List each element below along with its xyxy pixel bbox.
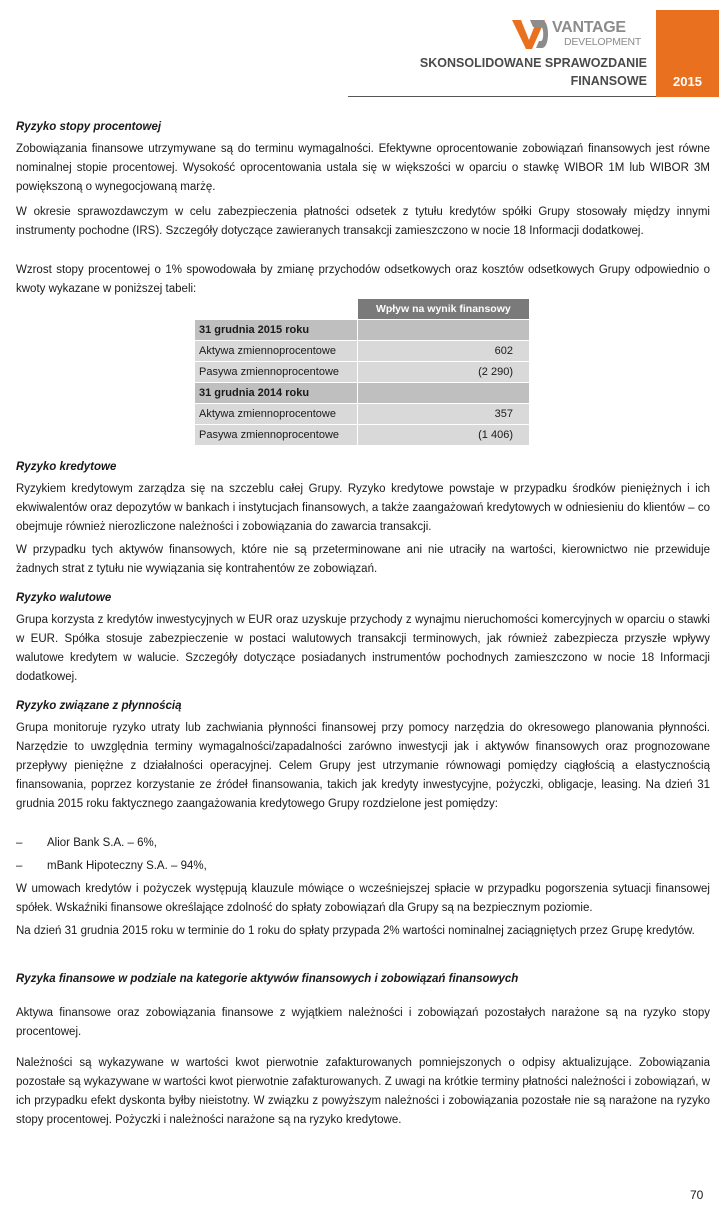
table-cell-value: (2 290): [357, 362, 529, 383]
table-cell-label: Pasywa zmiennoprocentowe: [195, 425, 358, 446]
table-section-row: [195, 383, 530, 404]
table-row: [195, 425, 530, 446]
page-number: 70: [690, 1188, 704, 1202]
paragraph: Grupa monitoruje ryzyko utraty lub zachwiania płynności finansowej przy pomocy narzędzia do okresowego planowania płynności. Narzędzie to uwzględnia terminy wymagalności/zapadalności zarówno inwestycji jak i aktywów finansowych oraz prognozowane przepływy pieniężne z działalności operacyjnej. Celem Grupy jest utrzymanie równowagi pomiędzy ciągłością a elastycznością finansowania, poprzez korzystanie ze źródeł finansowania, takich jak kredyty inwestycyjne, pożyczki, obligacje, leasing. Na dzień 31 grudnia 2015 roku faktycznego zaangażowania kredytowego Grupy rozdzielone jest pomiędzy:: [16, 722, 710, 810]
bullet-dash: –: [16, 860, 23, 872]
table-row: [195, 341, 530, 362]
table-cell-value: 602: [357, 341, 529, 362]
paragraph: Aktywa finansowe oraz zobowiązania finansowe z wyjątkiem należności i zobowiązań pozostałych narażone są na ryzyko stopy procentowej.: [16, 1007, 710, 1038]
logo-subtitle: DEVELOPMENT: [564, 36, 642, 48]
list-item-text: mBank Hipoteczny S.A. – 94%,: [47, 860, 207, 872]
report-title-line2: FINANSOWE: [570, 74, 647, 88]
paragraph: W okresie sprawozdawczym w celu zabezpieczenia płatności odsetek z tytułu kredytów spółki Grupy stosowały między innymi instrumenty pochodne (IRS). Szczegóły dotyczące zawieranych transakcji zamieszczono w nocie 18 Informacji dodatkowej.: [16, 206, 710, 237]
report-title-line1: SKONSOLIDOWANE SPRAWOZDANIE: [419, 56, 647, 70]
table-section-row: [195, 320, 530, 341]
table-cell-label: Aktywa zmiennoprocentowe: [195, 341, 358, 362]
heading-interest-risk: Ryzyko stopy procentowej: [16, 121, 162, 133]
logo-wordmark: VANTAGE: [552, 19, 626, 36]
paragraph: Należności są wykazywane w wartości kwot pierwotnie zafakturowanych pomniejszonych o odpisy aktualizujące. Zobowiązania pozostałe są wykazywane w wartości kwot pierwotnie zafakturowanych. Z uwagi na krótkie terminy płatności należności i zobowiązań, w ich przypadku efekt dyskonta byłby nieistotny. W związku z powyższym należności i zobowiązania pozostałe nie są narażone na ryzyko stopy procentowej. Pożyczki i należności narażone są na ryzyko kredytowe.: [16, 1057, 710, 1126]
list-item-text: Alior Bank S.A. – 6%,: [47, 837, 157, 849]
report-year: 2015: [673, 74, 702, 89]
table-header-blank: [195, 299, 358, 320]
paragraph: Zobowiązania finansowe utrzymywane są do terminu wymagalności. Efektywne oprocentowanie zobowiązań finansowych jest równe nominalnej stopie procentowej. Wysokość oprocentowania ustala się w większości w oparciu o stawkę WIBOR 1M lub WIBOR 3M powiększoną o wynegocjowaną marżę.: [16, 143, 710, 193]
table-header: Wpływ na wynik finansowy: [357, 299, 529, 320]
paragraph: W umowach kredytów i pożyczek występują klauzule mówiące o wcześniejszej spłacie w przypadku pogorszenia sytuacji finansowej spółek. Wskaźniki finansowe określające zdolność do spłaty zobowiązań dla Grupy są na bezpiecznym poziomie.: [16, 883, 710, 914]
table-cell-value: (1 406): [357, 425, 529, 446]
heading-currency-risk: Ryzyko walutowe: [16, 592, 112, 604]
company-logo: [512, 18, 642, 52]
paragraph: Na dzień 31 grudnia 2015 roku w terminie do 1 roku do spłaty przypada 2% wartości nominalnej zaciągniętych przez Grupę kredytów.: [16, 925, 695, 937]
table-cell-label: Aktywa zmiennoprocentowe: [195, 404, 358, 425]
table-cell-value: 357: [357, 404, 529, 425]
table-row: [195, 362, 530, 383]
heading-liquidity-risk: Ryzyko związane z płynnością: [16, 700, 182, 712]
paragraph: Ryzykiem kredytowym zarządza się na szczeblu całej Grupy. Ryzyko kredytowe powstaje w przypadku środków pieniężnych i ich ekwiwalentów oraz depozytów w bankach i instytucjach finansowych, a także zaangażowań kredytowych w odniesieniu do klientów – co obejmuje również nierozliczone należności i zobowiązania do zawarcia transakcji.: [16, 483, 710, 533]
vantage-logo-icon: [512, 18, 550, 50]
header-divider: [348, 96, 656, 97]
paragraph: W przypadku tych aktywów finansowych, które nie są przeterminowane ani nie utraciły na wartości, kierownictwo nie przewiduje żadnych strat z tytułu nie wywiązania się kontrahentów ze zobowiązań.: [16, 544, 710, 575]
heading-financial-risk-categories: Ryzyka finansowe w podziale na kategorie aktywów finansowych i zobowiązań finansowych: [16, 973, 519, 985]
heading-credit-risk: Ryzyko kredytowe: [16, 461, 117, 473]
interest-sensitivity-table: [194, 298, 530, 446]
paragraph: Grupa korzysta z kredytów inwestycyjnych w EUR oraz uzyskuje przychody z wynajmu nieruchomości komercyjnych w oparciu o stawki w EUR. Spółka stosuje zabezpieczenie w postaci walutowych transakcji terminowych, jak również zabezpiecza przyszłe wpływy walutowe kredytem w walucie. Szczegóły dotyczące posiadanych instrumentów pochodnych zamieszczono w nocie 18 Informacji dodatkowej.: [16, 614, 710, 683]
table-cell-label: Pasywa zmiennoprocentowe: [195, 362, 358, 383]
table-section-label: 31 grudnia 2014 roku: [195, 383, 358, 404]
paragraph: Wzrost stopy procentowej o 1% spowodowała by zmianę przychodów odsetkowych oraz kosztów odsetkowych Grupy odpowiednio o kwoty wykazane w poniższej tabeli:: [16, 264, 710, 295]
bullet-dash: –: [16, 837, 23, 849]
table-section-label: 31 grudnia 2015 roku: [195, 320, 358, 341]
table-row: [195, 404, 530, 425]
